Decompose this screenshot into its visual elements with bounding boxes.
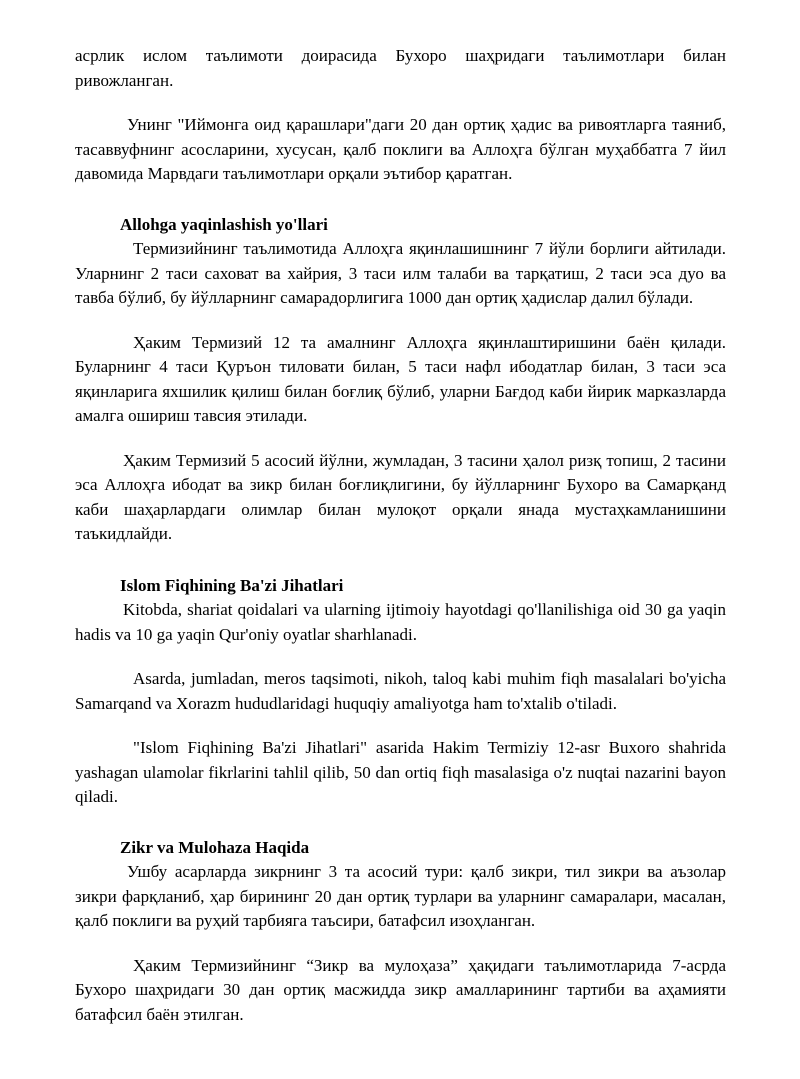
intro-paragraph-1: асрлик ислом таълимоти доирасида Бухоро шаҳридаги таълимотлари билан ривожланган. <box>75 46 726 90</box>
section1-paragraph-1: Термизийнинг таълимотида Аллоҳга яқинлашишнинг 7 йўли борлиги айтилади. Уларнинг 2 таси саховат ва хайрия, 3 таси илм талаби ва тарқатиш, 2 таси эса дуо ва тавба бўлиб, бу йўлларнинг самарадорлигига 1000 дан ортиқ ҳадислар далил бўлади. <box>75 239 726 307</box>
section-heading-islom-fiqhi: Islom Fiqhining Ba'zi Jihatlari <box>120 575 344 595</box>
section2-paragraph-2: Asarda, jumladan, meros taqsimoti, nikoh, taloq kabi muhim fiqh masalalari bo'yicha Samarqand va Xorazm hududlaridagi huquqiy amaliyotga ham to'xtalib o'tiladi. <box>75 669 726 713</box>
section1-paragraph-3: Ҳаким Термизий 5 асосий йўлни, жумладан, 3 тасини ҳалол ризқ топиш, 2 тасини эса Аллоҳга ибодат ва зикр билан боғлиқлигини, бу йўлларнинг Бухоро ва Самарқанд каби шаҳарлардаги олимлар билан мулоқот орқали янада мустаҳкамланишини таъкидлайди. <box>75 450 726 543</box>
section-heading-allohga-yaqinlashish: Allohga yaqinlashish yo'llari <box>120 214 328 234</box>
section2-paragraph-3: "Islom Fiqhining Ba'zi Jihatlari" asarida Hakim Termiziy 12-asr Buxoro shahrida yashagan ulamolar fikrlarini tahlil qilib, 50 dan ortiq fiqh masalasiga o'z nuqtai nazarini bayon qiladi. <box>75 738 726 806</box>
section3-paragraph-2: Ҳаким Термизийнинг “Зикр ва мулоҳаза” ҳақидаги таълимотларида 7-асрда Бухоро шаҳридаги 30 дан ортиқ масжидда зикр амалларининг тартиби ва аҳамияти батафсил баён этилган. <box>75 955 726 1024</box>
intro-paragraph-2: Унинг "Иймонга оид қарашлари"даги 20 дан ортиқ ҳадис ва ривоятларга таяниб, тасаввуфнинг асосларини, хусусан, қалб поклиги ва Аллоҳга бўлган муҳаббатга 7 йил давомида Марвдаги таълимотлари орқали эътибор қаратган. <box>75 115 726 183</box>
section2-paragraph-1: Kitobda, shariat qoidalari va ularning ijtimoiy hayotdagi qo'llanilishiga oid 30 ga yaqin hadis va 10 ga yaqin Qur'oniy oyatlar sharhlanadi. <box>75 600 726 644</box>
document-page <box>0 44 800 1079</box>
section3-paragraph-1: Ушбу асарларда зикрнинг 3 та асосий тури: қалб зикри, тил зикри ва аъзолар зикри фарқланиб, ҳар бирининг 20 дан ортиқ турлари ва уларнинг самаралари, масалан, қалб поклиги ва руҳий тарбияга таъсири, батафсил изоҳланган. <box>75 862 726 930</box>
section-heading-zikr-va-mulohaza: Zikr va Mulohaza Haqida <box>120 837 310 857</box>
section1-paragraph-2: Ҳаким Термизий 12 та амалнинг Аллоҳга яқинлаштиришини баён қилади. Буларнинг 4 таси Қуръон тиловати билан, 5 таси нафл ибодатлар билан, 3 таси эса яқинларига яхшилик қилиш билан боғлиқ бўлиб, уларни Бағдод каби йирик марказларда амалга ошириш тавсия этилади. <box>75 332 726 425</box>
